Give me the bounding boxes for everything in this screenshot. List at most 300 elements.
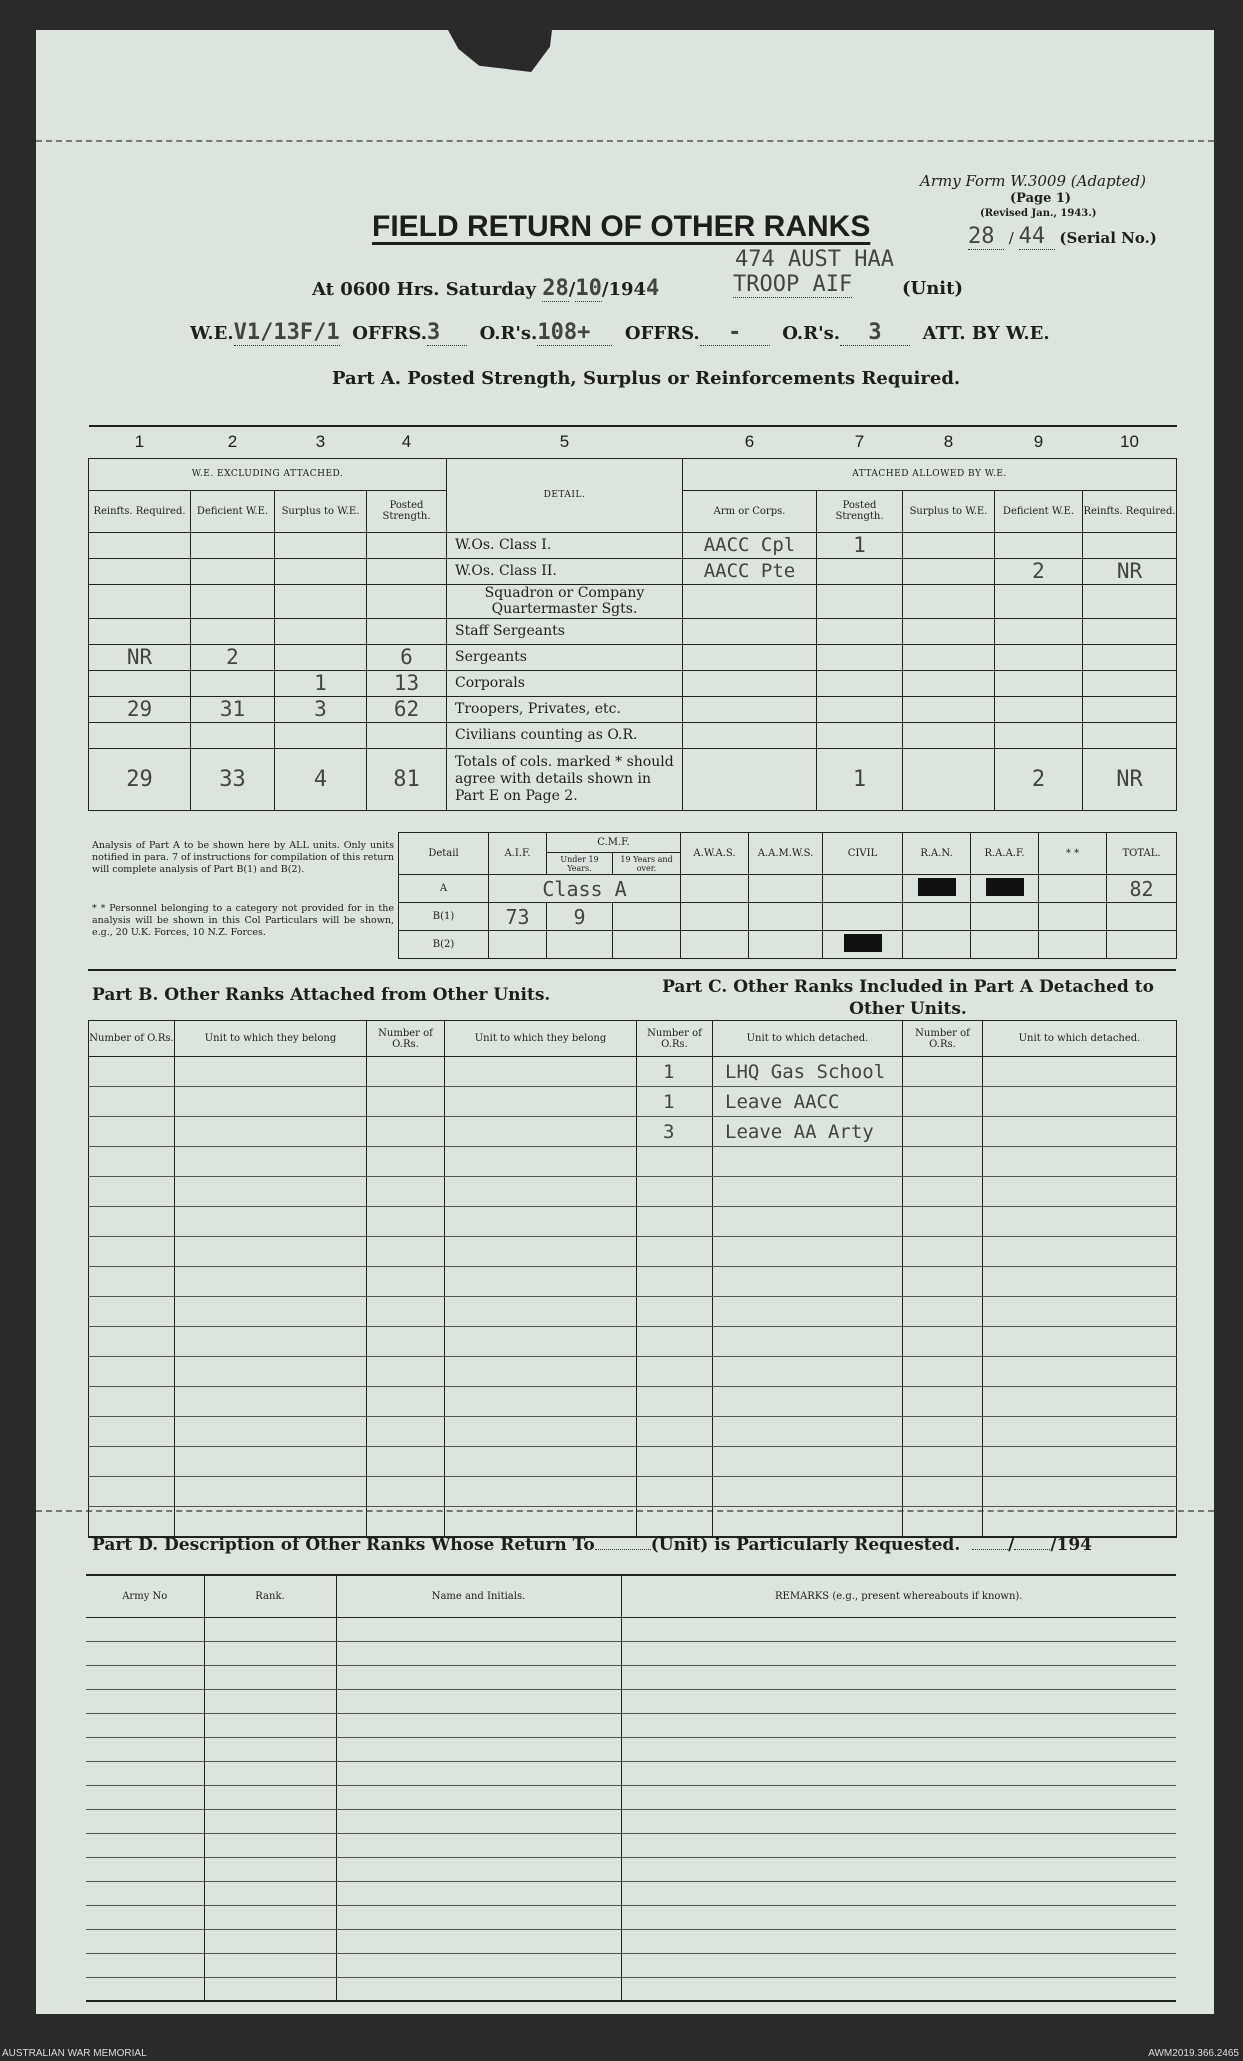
part-bc-cell [367, 1297, 445, 1327]
row-value-c9 [995, 644, 1083, 670]
row-value-c7: 1 [817, 532, 903, 558]
row-detail-label: W.Os. Class I. [447, 532, 683, 558]
part-bc-cell [175, 1267, 367, 1297]
analysis-head-cmf: C.M.F. [547, 833, 681, 853]
analysis-row-label-a: A [399, 875, 489, 903]
row-value-c3 [275, 722, 367, 748]
part-c-unit: Leave AA Arty [713, 1117, 903, 1147]
part-d-cell [86, 1857, 204, 1881]
part-d-cell [621, 1713, 1176, 1737]
head-surplus-we: Surplus to W.E. [275, 490, 367, 532]
part-bc-cell [89, 1447, 175, 1477]
part-d-cell [86, 1785, 204, 1809]
part-d-row [86, 1737, 1176, 1761]
part-d-cell [204, 1905, 336, 1929]
part-d-cell [204, 1881, 336, 1905]
part-bc-cell [89, 1507, 175, 1537]
part-bc-cell [903, 1177, 983, 1207]
part-bc-cell [637, 1447, 713, 1477]
part-bc-cell [713, 1147, 903, 1177]
part-bc-cell [89, 1147, 175, 1177]
analysis-bottom-rule [88, 969, 1176, 971]
part-bc-cell [637, 1297, 713, 1327]
part-bc-cell [445, 1477, 637, 1507]
analysis-note-2: * * Personnel belonging to a category not provided for in the analysis will be shown in this Col Particulars will be shown, e.g., 20 U.K. Forces, 10 N.Z. Forces. [92, 903, 394, 938]
part-bc-row [89, 1087, 1177, 1117]
row-detail-label: Corporals [447, 670, 683, 696]
part-bc-cell [445, 1237, 637, 1267]
part-bc-cell [637, 1177, 713, 1207]
part-a-title: Part A. Posted Strength, Surplus or Reinforcements Required. [332, 368, 961, 389]
part-bc-cell [367, 1207, 445, 1237]
total-deficient: 33 [191, 748, 275, 810]
row-value-c8 [903, 558, 995, 584]
part-bc-cell [367, 1087, 445, 1117]
analysis-row-label-b1: B(1) [399, 903, 489, 931]
part-d-cell [621, 1905, 1176, 1929]
part-c-title: Part C. Other Ranks Included in Part A Detached to Other Units. [662, 977, 1154, 1019]
col-number-3: 3 [275, 426, 367, 458]
date-day: 28 [542, 276, 569, 301]
part-d-row [86, 1929, 1176, 1953]
part-bc-cell [983, 1297, 1177, 1327]
part-bc-row [89, 1057, 1177, 1087]
part-bc-cell [983, 1477, 1177, 1507]
part-bc-cell [175, 1117, 367, 1147]
part-a-row [89, 670, 1177, 696]
part-c-head-number-2: Number of O.Rs. [903, 1021, 983, 1057]
col-number-5: 5 [447, 426, 683, 458]
part-bc-row [89, 1327, 1177, 1357]
col-number-8: 8 [903, 426, 995, 458]
part-bc-cell [903, 1207, 983, 1237]
part-bc-cell [983, 1507, 1177, 1537]
part-d-cell [336, 1689, 621, 1713]
part-bc-cell [903, 1417, 983, 1447]
col-number-9: 9 [995, 426, 1083, 458]
part-bc-cell [445, 1417, 637, 1447]
part-bc-cell [983, 1387, 1177, 1417]
part-bc-row [89, 1207, 1177, 1237]
part-a-table [88, 425, 1177, 811]
part-c-head-number-1: Number of O.Rs. [637, 1021, 713, 1057]
part-bc-cell [903, 1357, 983, 1387]
part-d-row [86, 1665, 1176, 1689]
part-bc-cell [903, 1297, 983, 1327]
analysis-row-a [399, 875, 1177, 903]
part-bc-cell [713, 1387, 903, 1417]
part-bc-cell [89, 1357, 175, 1387]
footer-accession: AWM2019.366.2465 [1148, 2048, 1239, 2059]
row-value-c8 [903, 644, 995, 670]
total-reinfts: 29 [89, 748, 191, 810]
part-bc-cell [445, 1387, 637, 1417]
row-value-c6 [683, 670, 817, 696]
row-value-c2 [191, 722, 275, 748]
part-a-row [89, 696, 1177, 722]
part-d-cell [336, 1665, 621, 1689]
row-value-c2: 31 [191, 696, 275, 722]
row-value-c10 [1083, 618, 1177, 644]
part-bc-cell [445, 1297, 637, 1327]
part-bc-cell [903, 1507, 983, 1537]
part-bc-table [88, 1020, 1177, 1538]
part-bc-cell [983, 1237, 1177, 1267]
part-bc-cell [367, 1117, 445, 1147]
part-d-cell [621, 1809, 1176, 1833]
ors-att-value: 3 [840, 320, 910, 346]
part-bc-cell [445, 1057, 637, 1087]
part-d-row [86, 1689, 1176, 1713]
part-bc-cell [983, 1417, 1177, 1447]
offrs-label: OFFRS. [352, 323, 428, 344]
part-bc-cell [175, 1147, 367, 1177]
row-value-c3: 1 [275, 670, 367, 696]
row-value-c7 [817, 558, 903, 584]
part-bc-row [89, 1477, 1177, 1507]
part-d-cell [621, 1785, 1176, 1809]
part-bc-cell [983, 1327, 1177, 1357]
part-bc-cell [367, 1477, 445, 1507]
offrs-value: 3 [427, 320, 467, 346]
row-value-c7 [817, 584, 903, 618]
part-a-row [89, 644, 1177, 670]
we-value: V1/13F/1 [233, 320, 340, 345]
head-arm-or-corps: Arm or Corps. [683, 490, 817, 532]
part-bc-cell [89, 1267, 175, 1297]
part-bc-cell [445, 1327, 637, 1357]
part-bc-cell [713, 1207, 903, 1237]
row-value-c10 [1083, 644, 1177, 670]
row-value-c2 [191, 618, 275, 644]
row-value-c8 [903, 618, 995, 644]
part-d-cell [621, 1689, 1176, 1713]
row-value-c8 [903, 670, 995, 696]
redaction-mark [986, 878, 1024, 896]
row-value-c7 [817, 618, 903, 644]
part-bc-cell [903, 1267, 983, 1297]
part-d-row [86, 1785, 1176, 1809]
part-d-cell [621, 1929, 1176, 1953]
row-value-c1 [89, 532, 191, 558]
part-bc-cell [713, 1327, 903, 1357]
page-title: FIELD RETURN OF OTHER RANKS [372, 210, 871, 243]
row-value-c2 [191, 670, 275, 696]
row-value-c6 [683, 722, 817, 748]
part-bc-cell [903, 1147, 983, 1177]
we-label: W.E. [190, 323, 234, 344]
row-value-c7 [817, 670, 903, 696]
row-value-c9 [995, 584, 1083, 618]
part-bc-cell [175, 1207, 367, 1237]
part-c-unit: LHQ Gas School [713, 1057, 903, 1087]
part-d-cell [86, 1737, 204, 1761]
row-value-c4 [367, 558, 447, 584]
row-value-c4: 62 [367, 696, 447, 722]
part-bc-row [89, 1177, 1177, 1207]
part-bc-cell [367, 1327, 445, 1357]
serial-label: (Serial No.) [1059, 229, 1157, 247]
totals-row [89, 748, 1177, 810]
part-bc-cell [367, 1387, 445, 1417]
part-b-head-unit-2: Unit to which they belong [445, 1021, 637, 1057]
part-d-cell [204, 1977, 336, 2001]
part-bc-cell [903, 1477, 983, 1507]
part-bc-row [89, 1297, 1177, 1327]
part-bc-cell [89, 1387, 175, 1417]
row-value-c1 [89, 618, 191, 644]
part-bc-cell [445, 1267, 637, 1297]
part-d-cell [336, 1977, 621, 2001]
head-att-deficient-we: Deficient W.E. [995, 490, 1083, 532]
row-value-c3 [275, 644, 367, 670]
part-d-row [86, 1833, 1176, 1857]
col-number-1: 1 [89, 426, 191, 458]
row-detail-label: Sergeants [447, 644, 683, 670]
part-bc-cell [367, 1417, 445, 1447]
row-value-c2 [191, 558, 275, 584]
part-bc-cell [175, 1057, 367, 1087]
part-c-unit: Leave AACC [713, 1087, 903, 1117]
row-value-c7 [817, 644, 903, 670]
part-bc-cell [445, 1117, 637, 1147]
part-bc-cell [983, 1267, 1177, 1297]
part-d-row [86, 1977, 1176, 2001]
part-bc-row [89, 1117, 1177, 1147]
detail-header: DETAIL. [447, 458, 683, 532]
analysis-aif-a: 73 [489, 903, 547, 931]
total-arm [683, 748, 817, 810]
part-bc-cell [175, 1447, 367, 1477]
redaction-mark [844, 934, 882, 952]
date-year-suffix: 4 [646, 276, 660, 301]
part-bc-cell [637, 1327, 713, 1357]
analysis-head-civil: CIVIL [823, 833, 903, 875]
analysis-class-a: Class A [489, 875, 681, 903]
part-bc-cell [89, 1177, 175, 1207]
part-d-title: Part D. Description of Other Ranks Whose Return To [92, 1535, 595, 1555]
part-bc-cell [713, 1297, 903, 1327]
part-d-cell [336, 1809, 621, 1833]
ors-att-label: O.R's. [782, 323, 841, 344]
part-d-cell [336, 1713, 621, 1737]
part-bc-cell [713, 1177, 903, 1207]
row-value-c4: 13 [367, 670, 447, 696]
part-c-head-unit-1: Unit to which detached. [713, 1021, 903, 1057]
part-bc-cell [637, 1507, 713, 1537]
part-b-head-number-1: Number of O.Rs. [89, 1021, 175, 1057]
row-value-c2: 2 [191, 644, 275, 670]
part-d-cell [204, 1833, 336, 1857]
row-detail-label: Squadron or Company Quartermaster Sgts. [447, 584, 683, 618]
part-d-cell [204, 1929, 336, 1953]
part-bc-cell [637, 1477, 713, 1507]
part-d-cell [621, 1833, 1176, 1857]
part-d-row [86, 1761, 1176, 1785]
part-d-cell [336, 1905, 621, 1929]
part-d-title-end: /194 [1050, 1535, 1093, 1555]
part-bc-cell [713, 1477, 903, 1507]
analysis-row-label-b2: B(2) [399, 931, 489, 959]
row-value-c6 [683, 644, 817, 670]
part-d-row [86, 1641, 1176, 1665]
we-excluding-attached-header: W.E. EXCLUDING ATTACHED. [89, 458, 447, 490]
row-value-c6 [683, 584, 817, 618]
offrs-att-label: OFFRS. [624, 323, 700, 344]
part-d-row [86, 1905, 1176, 1929]
row-value-c3 [275, 532, 367, 558]
part-d-table [86, 1574, 1176, 2002]
part-d-cell [621, 1857, 1176, 1881]
part-b-head-number-2: Number of O.Rs. [367, 1021, 445, 1057]
row-value-c8 [903, 696, 995, 722]
part-bc-cell [89, 1087, 175, 1117]
col-number-2: 2 [191, 426, 275, 458]
analysis-head-aif: A.I.F. [489, 833, 547, 875]
part-bc-cell [713, 1237, 903, 1267]
part-d-cell [86, 1641, 204, 1665]
part-bc-row [89, 1507, 1177, 1537]
part-d-cell [86, 1905, 204, 1929]
part-d-cell [336, 1785, 621, 1809]
col-number-6: 6 [683, 426, 817, 458]
part-bc-cell [903, 1087, 983, 1117]
part-bc-cell [637, 1387, 713, 1417]
serial-number-part2: 44 [1019, 224, 1055, 250]
part-bc-cell [175, 1297, 367, 1327]
part-bc-cell [903, 1387, 983, 1417]
part-bc-cell [367, 1507, 445, 1537]
part-bc-cell [637, 1147, 713, 1177]
part-bc-row [89, 1237, 1177, 1267]
part-d-cell [204, 1953, 336, 1977]
army-form-label: Army Form W.3009 (Adapted) [920, 172, 1146, 190]
part-bc-cell [983, 1087, 1177, 1117]
date-month: 10 [575, 276, 602, 301]
part-bc-cell [89, 1477, 175, 1507]
part-bc-cell [903, 1117, 983, 1147]
part-bc-cell [367, 1177, 445, 1207]
col-number-7: 7 [817, 426, 903, 458]
part-bc-cell [713, 1417, 903, 1447]
part-bc-cell [637, 1207, 713, 1237]
row-value-c9 [995, 532, 1083, 558]
analysis-total-a: 82 [1107, 875, 1177, 903]
part-bc-cell [983, 1177, 1177, 1207]
row-value-c1: NR [89, 644, 191, 670]
head-att-surplus-we: Surplus to W.E. [903, 490, 995, 532]
revised-label: (Revised Jan., 1943.) [980, 208, 1097, 219]
part-bc-cell [175, 1177, 367, 1207]
head-posted-strength: Posted Strength. [367, 490, 447, 532]
part-d-cell [621, 1977, 1176, 2001]
part-d-cell [204, 1857, 336, 1881]
row-value-c6 [683, 696, 817, 722]
date-year-prefix: 194 [608, 279, 647, 300]
part-d-cell [204, 1665, 336, 1689]
row-value-c3 [275, 584, 367, 618]
part-d-cell [204, 1785, 336, 1809]
row-value-c10 [1083, 696, 1177, 722]
unit-line-1: 474 AUST HAA [735, 247, 894, 272]
part-d-title-mid: (Unit) is Particularly Requested. [650, 1535, 961, 1555]
row-value-c4 [367, 618, 447, 644]
part-d-cell [204, 1617, 336, 1641]
part-bc-cell [367, 1447, 445, 1477]
part-bc-cell [445, 1177, 637, 1207]
part-bc-cell [903, 1327, 983, 1357]
part-bc-cell [637, 1267, 713, 1297]
analysis-head-raaf: R.A.A.F. [971, 833, 1039, 875]
row-value-c1: 29 [89, 696, 191, 722]
part-bc-cell [983, 1117, 1177, 1147]
row-value-c6 [683, 618, 817, 644]
row-value-c4 [367, 722, 447, 748]
analysis-head-aamws: A.A.M.W.S. [749, 833, 823, 875]
part-d-cell [336, 1737, 621, 1761]
part-bc-cell [983, 1447, 1177, 1477]
ors-value: 108+ [537, 320, 612, 346]
part-bc-cell [637, 1237, 713, 1267]
page-label: (Page 1) [1010, 191, 1072, 206]
part-d-cell [86, 1809, 204, 1833]
part-bc-cell [445, 1447, 637, 1477]
part-bc-cell [983, 1057, 1177, 1087]
part-d-cell [86, 1761, 204, 1785]
part-bc-cell [89, 1207, 175, 1237]
part-d-cell [621, 1641, 1176, 1665]
row-value-c7 [817, 696, 903, 722]
part-d-head-rank: Rank. [204, 1575, 336, 1617]
row-value-c10 [1083, 584, 1177, 618]
col-number-10: 10 [1083, 426, 1177, 458]
part-d-cell [336, 1617, 621, 1641]
part-bc-cell [903, 1447, 983, 1477]
part-bc-cell [445, 1087, 637, 1117]
part-bc-cell [637, 1417, 713, 1447]
row-detail-label: Troopers, Privates, etc. [447, 696, 683, 722]
analysis-cmf-a: 9 [547, 903, 613, 931]
part-bc-cell [175, 1087, 367, 1117]
part-bc-cell [713, 1357, 903, 1387]
part-a-row [89, 722, 1177, 748]
part-bc-cell [367, 1057, 445, 1087]
part-bc-cell [445, 1207, 637, 1237]
part-d-cell [86, 1689, 204, 1713]
part-a-row [89, 532, 1177, 558]
part-d-cell [86, 1665, 204, 1689]
part-bc-cell [89, 1327, 175, 1357]
part-bc-cell [367, 1267, 445, 1297]
part-bc-cell [983, 1147, 1177, 1177]
part-bc-cell [903, 1237, 983, 1267]
redaction-mark [918, 878, 956, 896]
row-value-c1 [89, 584, 191, 618]
part-d-cell [204, 1689, 336, 1713]
part-d-row [86, 1857, 1176, 1881]
row-value-c6: AACC Pte [683, 558, 817, 584]
att-by-we-label: ATT. BY W.E. [922, 323, 1050, 344]
part-bc-cell [983, 1357, 1177, 1387]
row-value-c10 [1083, 532, 1177, 558]
row-detail-label: Civilians counting as O.R. [447, 722, 683, 748]
analysis-head-detail: Detail [399, 833, 489, 875]
attached-allowed-header: ATTACHED ALLOWED BY W.E. [683, 458, 1177, 490]
part-d-cell [86, 1929, 204, 1953]
analysis-note-1: Analysis of Part A to be shown here by ALL units. Only units notified in para. 7 of instructions for compilation of this return will complete analysis of Part B(1) and B(2). [92, 840, 394, 875]
row-value-c8 [903, 722, 995, 748]
part-a-row [89, 558, 1177, 584]
